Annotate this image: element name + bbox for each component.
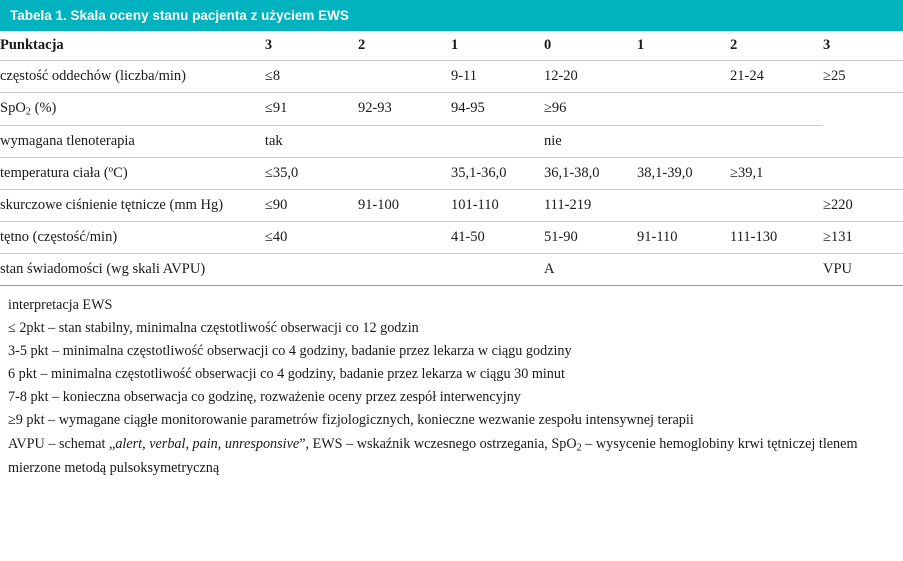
- row-label-spo2: SpO$_2$ (%): [0, 93, 265, 126]
- cell: [637, 125, 730, 157]
- cell: 51-90: [544, 221, 637, 253]
- cell: [451, 125, 544, 157]
- interpretation-title: interpretacja EWS: [8, 296, 113, 313]
- table-caption: Tabela 1. Skala oceny stanu pacjenta z użyciem EWS: [0, 0, 903, 31]
- cell: [823, 157, 903, 189]
- interpretation-line: 3-5 pkt – minimalna częstotliwość obserwacji co 4 godziny, badanie przez lekarza w ciągu godziny: [8, 342, 572, 359]
- interpretation-line: 7-8 pkt – konieczna obserwacja co godzinę, rozważenie oceny przez zespół interwencyjny: [8, 388, 521, 405]
- cell: [451, 253, 544, 285]
- header-label: Punktacja: [0, 31, 265, 61]
- interpretation-line: ≥9 pkt – wymagane ciągłe monitorowanie parametrów fizjologicznych, konieczne wezwanie zespołu intensywnej terapii: [8, 411, 694, 428]
- table-row: [0, 253, 903, 285]
- row-label-oxygen-therapy: wymagana tlenoterapia: [0, 125, 265, 157]
- row-label-body-temperature: temperatura ciała (ºC): [0, 157, 265, 189]
- cell: tak: [265, 125, 358, 157]
- cell: [358, 221, 451, 253]
- table-row: [0, 189, 903, 221]
- table-row: [0, 125, 903, 157]
- cell: 38,1-39,0: [637, 157, 730, 189]
- cell: 94-95: [451, 93, 544, 126]
- row-label-systolic-bp: skurczowe ciśnienie tętnicze (mm Hg): [0, 189, 265, 221]
- row-label-consciousness: stan świadomości (wg skali AVPU): [0, 253, 265, 285]
- header-col-2pos: 2: [730, 31, 823, 61]
- interpretation-block: [0, 286, 903, 480]
- cell: A: [544, 253, 637, 285]
- header-col-1pos: 1: [637, 31, 730, 61]
- cell: nie: [544, 125, 637, 157]
- cell: [730, 125, 823, 157]
- cell: 92-93: [358, 93, 451, 126]
- cell: [823, 125, 903, 157]
- cell: [358, 125, 451, 157]
- table-row: [0, 157, 903, 189]
- cell: [358, 253, 451, 285]
- table-header-row: [0, 31, 903, 61]
- cell: ≥96: [544, 93, 637, 126]
- cell: [637, 253, 730, 285]
- cell: [730, 253, 823, 285]
- header-col-2neg: 2: [358, 31, 451, 61]
- cell: VPU: [823, 253, 903, 285]
- header-col-1neg: 1: [451, 31, 544, 61]
- cell: 12-20: [544, 61, 637, 93]
- cell: ≤40: [265, 221, 358, 253]
- cell: ≤35,0: [265, 157, 358, 189]
- footnote-part3: – wysycenie hemoglobiny krwi tętniczej tlenem mierzone metodą pulsoksymetryczną: [8, 435, 858, 476]
- cell: [358, 157, 451, 189]
- cell: [730, 93, 823, 126]
- cell: 41-50: [451, 221, 544, 253]
- cell: 21-24: [730, 61, 823, 93]
- cell: [730, 189, 823, 221]
- table-row: [0, 221, 903, 253]
- cell: 91-110: [637, 221, 730, 253]
- cell: [358, 61, 451, 93]
- cell: [265, 253, 358, 285]
- cell: 9-11: [451, 61, 544, 93]
- footnote-sub: 2: [576, 442, 582, 454]
- footnote-italic: alert, verbal, pain, unresponsive: [115, 435, 300, 452]
- header-col-0: 0: [544, 31, 637, 61]
- row-label-respiratory-rate: częstość oddechów (liczba/min): [0, 61, 265, 93]
- interpretation-line: 6 pkt – minimalna częstotliwość obserwacji co 4 godziny, badanie przez lekarza w ciągu 30 minut: [8, 365, 565, 382]
- footnote-part1: AVPU – schemat „: [8, 435, 116, 452]
- cell: ≥220: [823, 189, 903, 221]
- footnote-part2: ”, EWS – wskaźnik wczesnego ostrzegania, SpO: [299, 435, 577, 452]
- cell: 36,1-38,0: [544, 157, 637, 189]
- cell: ≤90: [265, 189, 358, 221]
- cell: [637, 61, 730, 93]
- cell: 35,1-36,0: [451, 157, 544, 189]
- cell: 111-219: [544, 189, 637, 221]
- footnote: [8, 433, 895, 480]
- cell: 111-130: [730, 221, 823, 253]
- cell: ≥39,1: [730, 157, 823, 189]
- cell: ≤91: [265, 93, 358, 126]
- cell: ≥131: [823, 221, 903, 253]
- header-col-3neg: 3: [265, 31, 358, 61]
- header-col-3pos: 3: [823, 31, 903, 61]
- row-label-pulse: tętno (częstość/min): [0, 221, 265, 253]
- cell: [637, 93, 730, 126]
- cell: ≤8: [265, 61, 358, 93]
- cell: 91-100: [358, 189, 451, 221]
- cell: ≥25: [823, 61, 903, 93]
- cell: [823, 93, 903, 126]
- cell: 101-110: [451, 189, 544, 221]
- cell: [637, 189, 730, 221]
- interpretation-line: ≤ 2pkt – stan stabilny, minimalna częstotliwość obserwacji co 12 godzin: [8, 319, 419, 336]
- table-row: [0, 93, 903, 126]
- ews-score-table: [0, 31, 903, 286]
- table-row: [0, 61, 903, 93]
